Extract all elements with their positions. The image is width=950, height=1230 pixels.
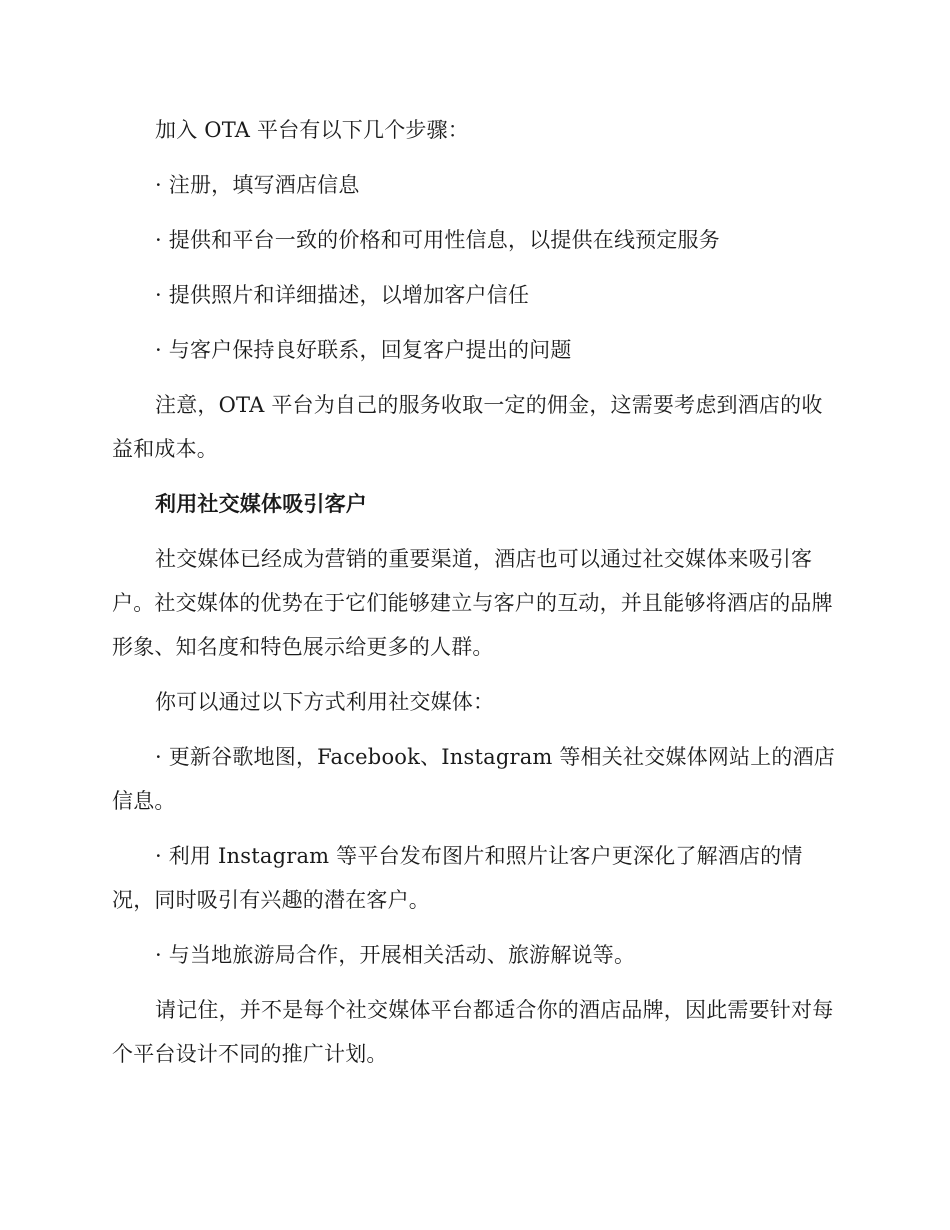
paragraph-ota-commission: 注意，OTA 平台为自己的服务收取一定的佣金，这需要考虑到酒店的收益和成本。 [112,393,823,461]
paragraph-closing-note: 请记住，并不是每个社交媒体平台都适合你的酒店品牌，因此需要针对每个平台设计不同的推广计划。 [112,998,834,1066]
bullet-tourism-bureau: · 与当地旅游局合作，开展相关活动、旅游解说等。 [155,943,636,967]
bullet-contact: · 与客户保持良好联系，回复客户提出的问题 [155,338,572,362]
paragraph-ota-steps-intro: 加入 OTA 平台有以下几个步骤： [155,118,469,142]
section-heading-social-media: 利用社交媒体吸引客户 [155,492,367,516]
paragraph-social-media-intro: 社交媒体已经成为营销的重要渠道，酒店也可以通过社交媒体来吸引客户。社交媒体的优势在于它们能够建立与客户的互动，并且能够将酒店的品牌形象、知名度和特色展示给更多的人群。 [112,547,833,659]
bullet-photos: · 提供照片和详细描述，以增加客户信任 [155,283,530,307]
bullet-update-maps: · 更新谷歌地图，Facebook、Instagram 等相关社交媒体网站上的酒店信息。 [112,745,836,813]
bullet-pricing: · 提供和平台一致的价格和可用性信息，以提供在线预定服务 [155,228,720,252]
document-body [112,108,838,1087]
bullet-register: · 注册，填写酒店信息 [155,173,360,197]
bullet-instagram: · 利用 Instagram 等平台发布图片和照片让客户更深化了解酒店的情况，同时吸引有兴趣的潜在客户。 [112,844,803,912]
paragraph-social-media-methods-intro: 你可以通过以下方式利用社交媒体： [155,690,495,714]
